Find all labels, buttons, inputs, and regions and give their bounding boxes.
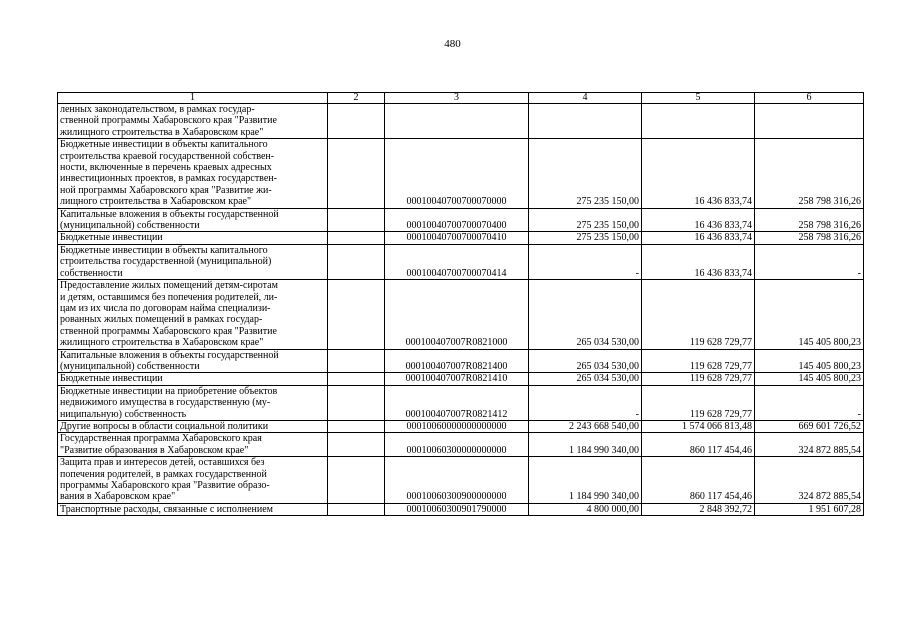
table-row (58, 280, 864, 349)
row-code-cell: 00010040700700070410 (385, 232, 529, 244)
row-col4-value: - (529, 244, 642, 279)
row-name-cell: Капитальные вложения в объекты государственной (муниципальной) собственности (58, 349, 328, 373)
table-header (58, 93, 864, 104)
row-col4-value: - (529, 385, 642, 420)
row-code-cell: 00010060300000000000 (385, 433, 529, 457)
row-col2-cell (328, 349, 385, 373)
row-name-cell: Бюджетные инвестиции (58, 232, 328, 244)
table-row (58, 373, 864, 385)
row-col5-value: 16 436 833,74 (642, 208, 755, 232)
row-code-cell (385, 104, 529, 139)
row-col6-value: 145 405 800,23 (755, 349, 864, 373)
row-col2-cell (328, 373, 385, 385)
row-code-cell: 00010060000000000000 (385, 420, 529, 432)
row-col2-cell (328, 457, 385, 504)
row-col5-value: 119 628 729,77 (642, 349, 755, 373)
row-col5-value: 16 436 833,74 (642, 244, 755, 279)
row-code-cell: 00010040700700070414 (385, 244, 529, 279)
row-col2-cell (328, 433, 385, 457)
header-row (58, 93, 864, 104)
table-row (58, 420, 864, 432)
row-code-cell: 000100407007R0821412 (385, 385, 529, 420)
row-name-cell: Защита прав и интересов детей, оставшихся без попечения родителей, в рамках государственной программы Хабаровского края "Развитие образо- вания в Хабаровском крае" (58, 457, 328, 504)
row-col2-cell (328, 139, 385, 208)
row-col4-value: 275 235 150,00 (529, 208, 642, 232)
row-col6-value: 324 872 885,54 (755, 457, 864, 504)
row-col4-value: 1 184 990 340,00 (529, 457, 642, 504)
row-col5-value: 16 436 833,74 (642, 139, 755, 208)
table-row (58, 139, 864, 208)
row-col6-value: 258 798 316,26 (755, 139, 864, 208)
row-name-cell: Предоставление жилых помещений детям-сиротам и детям, оставшимся без попечения родителей, ли- цам из их числа по договорам найма специализи- рованных жилых помещений в рамках государ- ственной программы Хабаровского края "Развитие жилищного строительства в Хабаровском крае" (58, 280, 328, 349)
row-col4-value: 275 235 150,00 (529, 232, 642, 244)
row-code-cell: 00010040700700070400 (385, 208, 529, 232)
table-row (58, 385, 864, 420)
row-name-cell: Бюджетные инвестиции (58, 373, 328, 385)
row-code-cell: 00010060300901790000 (385, 503, 529, 515)
row-col5-value (642, 104, 755, 139)
row-col5-value: 119 628 729,77 (642, 385, 755, 420)
table-row (58, 232, 864, 244)
row-col2-cell (328, 280, 385, 349)
page-number: 480 (444, 38, 461, 50)
row-col6-value: 258 798 316,26 (755, 232, 864, 244)
row-col4-value: 2 243 668 540,00 (529, 420, 642, 432)
row-col5-value: 860 117 454,46 (642, 433, 755, 457)
row-col6-value (755, 104, 864, 139)
row-col6-value: 145 405 800,23 (755, 280, 864, 349)
row-col6-value: 258 798 316,26 (755, 208, 864, 232)
table-row (58, 433, 864, 457)
table-row (58, 104, 864, 139)
table-body (58, 104, 864, 516)
row-col6-value: - (755, 244, 864, 279)
row-name-cell: Капитальные вложения в объекты государственной (муниципальной) собственности (58, 208, 328, 232)
row-code-cell: 000100407007R0821410 (385, 373, 529, 385)
row-col2-cell (328, 104, 385, 139)
row-name-cell: Транспортные расходы, связанные с исполнением (58, 503, 328, 515)
row-col4-value: 275 235 150,00 (529, 139, 642, 208)
row-col6-value: 145 405 800,23 (755, 373, 864, 385)
row-col5-value: 119 628 729,77 (642, 373, 755, 385)
row-code-cell: 00010060300900000000 (385, 457, 529, 504)
row-col2-cell (328, 385, 385, 420)
row-name-cell: Бюджетные инвестиции в объекты капитального строительства краевой государственной собствен- ности, включенные в перечень краевых адресных инвестиционных проектов, в рамках государствен- ной программы Хабаровского края "Развитие жи- лищного строительства в Хабаровском крае" (58, 139, 328, 208)
column-header-1: 1 (58, 93, 328, 104)
table-row (58, 244, 864, 279)
table-row (58, 457, 864, 504)
row-col6-value: - (755, 385, 864, 420)
column-header-3: 3 (385, 93, 529, 104)
row-col4-value: 265 034 530,00 (529, 280, 642, 349)
column-header-6: 6 (755, 93, 864, 104)
row-col2-cell (328, 420, 385, 432)
row-name-cell: ленных законодательством, в рамках государ- ственной программы Хабаровского края "Развитие жилищного строительства в Хабаровском крае" (58, 104, 328, 139)
row-col5-value: 16 436 833,74 (642, 232, 755, 244)
row-col4-value: 4 800 000,00 (529, 503, 642, 515)
table-row (58, 503, 864, 515)
row-col4-value (529, 104, 642, 139)
row-col6-value: 1 951 607,28 (755, 503, 864, 515)
row-col2-cell (328, 244, 385, 279)
row-code-cell: 00010040700700070000 (385, 139, 529, 208)
row-name-cell: Государственная программа Хабаровского края "Развитие образования в Хабаровском крае" (58, 433, 328, 457)
row-col6-value: 669 601 726,52 (755, 420, 864, 432)
row-col5-value: 2 848 392,72 (642, 503, 755, 515)
row-col2-cell (328, 232, 385, 244)
row-code-cell: 000100407007R0821400 (385, 349, 529, 373)
column-header-4: 4 (529, 93, 642, 104)
row-name-cell: Бюджетные инвестиции на приобретение объектов недвижимого имущества в государственную (му- ниципальную) собственность (58, 385, 328, 420)
row-col5-value: 1 574 066 813,48 (642, 420, 755, 432)
table-row (58, 349, 864, 373)
table-row (58, 208, 864, 232)
row-col5-value: 119 628 729,77 (642, 280, 755, 349)
row-col2-cell (328, 503, 385, 515)
row-col6-value: 324 872 885,54 (755, 433, 864, 457)
budget-table (57, 92, 864, 516)
row-name-cell: Другие вопросы в области социальной политики (58, 420, 328, 432)
column-header-2: 2 (328, 93, 385, 104)
column-header-5: 5 (642, 93, 755, 104)
row-code-cell: 000100407007R0821000 (385, 280, 529, 349)
row-col5-value: 860 117 454,46 (642, 457, 755, 504)
row-col4-value: 265 034 530,00 (529, 349, 642, 373)
row-col2-cell (328, 208, 385, 232)
row-name-cell: Бюджетные инвестиции в объекты капитального строительства государственной (муниципальной) собственности (58, 244, 328, 279)
row-col4-value: 265 034 530,00 (529, 373, 642, 385)
row-col4-value: 1 184 990 340,00 (529, 433, 642, 457)
